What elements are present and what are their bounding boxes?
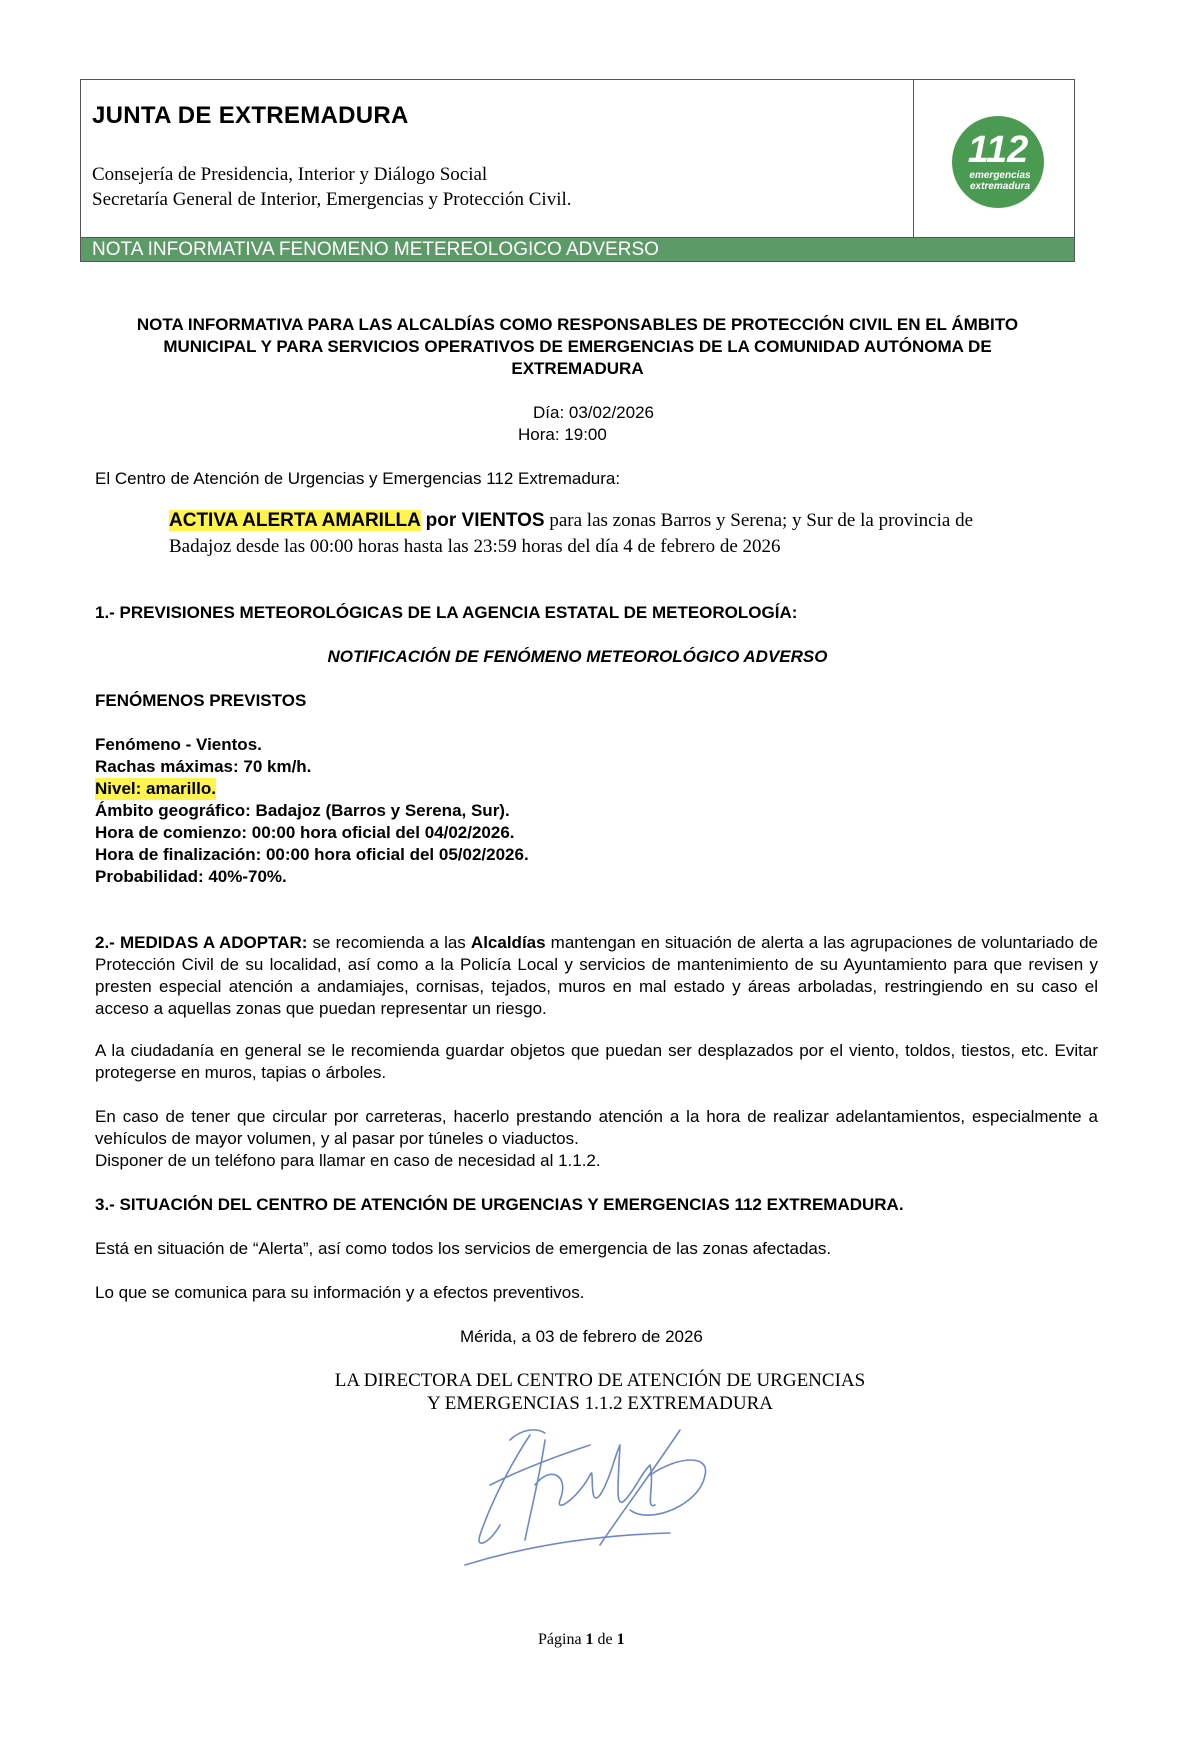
fenomeno-item: Fenómeno - Vientos.: [95, 735, 262, 754]
ambito-item: Ámbito geográfico: Badajoz (Barros y Serena, Sur).: [95, 801, 510, 820]
alert-rest-1: para las zonas Barros y Serena; y Sur de la provincia de: [544, 510, 974, 531]
alert-line-2: Badajoz desde las 00:00 horas hasta las 23:59 horas del día 4 de febrero de 2026: [169, 536, 781, 557]
secretariat-line: Secretaría General de Interior, Emergencias y Protección Civil.: [92, 189, 572, 210]
signature-stroke-4: [535, 1445, 655, 1506]
section2-part-2: mantengan en situación de alerta a las agrupaciones de voluntariado de Protección Civil de su localidad, así como a la Policía Local y servicios de mantenimiento de su Ayuntamiento para que revisen y presten especial atención a andamiajes, cornisas, tejados, muros en mal estado y áreas arboladas, restringiendo en su caso el acceso a aquellas zonas que puedan representar un riesgo.: [95, 933, 1098, 1018]
rachas-item: Rachas máximas: 70 km/h.: [95, 757, 312, 776]
section3-paragraph-2: Lo que se comunica para su información y a efectos preventivos.: [95, 1283, 585, 1302]
alert-line-1: [169, 509, 973, 533]
section2-alcaldias: Alcaldías: [470, 933, 546, 952]
title-line-2: MUNICIPAL Y PARA SERVICIOS OPERATIVOS DE EMERGENCIAS DE LA COMUNIDAD AUTÓNOMA DE: [163, 337, 992, 356]
alert-activa: ACTIVA ALERTA AMARILLA: [169, 510, 421, 531]
signature-stroke-6: [600, 1430, 680, 1545]
letterhead-logo-cell: [914, 80, 1074, 237]
logo-sub-extremadura: extremadura: [969, 181, 1031, 192]
alert-por: por VIENTOS: [425, 510, 545, 531]
section2-part-1: se recomienda a las: [307, 933, 471, 952]
probabilidad-item: Probabilidad: 40%-70%.: [95, 867, 287, 886]
section3-heading: 3.- SITUACIÓN DEL CENTRO DE ATENCIÓN DE URGENCIAS Y EMERGENCIAS 112 EXTREMADURA.: [95, 1195, 904, 1214]
intro-text: El Centro de Atención de Urgencias y Emergencias 112 Extremadura:: [95, 469, 621, 488]
fenomenos-title: FENÓMENOS PREVISTOS: [95, 691, 307, 710]
footer-de: de: [597, 1631, 613, 1648]
logo-sub-emergencias: emergencias: [969, 170, 1031, 181]
handwritten-signature: [450, 1415, 730, 1575]
signature-underline: [465, 1533, 670, 1565]
title-line-3: EXTREMADURA: [511, 359, 644, 378]
emergencias-112-logo: [952, 116, 1044, 208]
date-hora: Hora: 19:00: [518, 425, 607, 444]
hora-finalizacion-item: Hora de finalización: 00:00 hora oficial del 05/02/2026.: [95, 845, 529, 864]
hora-comienzo-item: Hora de comienzo: 00:00 hora oficial del 04/02/2026.: [95, 823, 515, 842]
section2-paragraph-1: [95, 932, 1098, 1020]
section3-paragraph-1: Está en situación de “Alerta”, así como todos los servicios de emergencia de las zonas afectadas.: [95, 1239, 832, 1258]
date-dia: Día: 03/02/2026: [533, 403, 654, 422]
department-line: Consejería de Presidencia, Interior y Diálogo Social: [92, 164, 488, 185]
letterhead-text-cell: [81, 80, 914, 237]
section2-lead: 2.- MEDIDAS A ADOPTAR:: [95, 933, 308, 952]
footer-page-total: 1: [616, 1631, 625, 1648]
page-footer: [538, 1629, 625, 1651]
nivel-item: Nivel: amarillo.: [95, 779, 216, 798]
place-date: Mérida, a 03 de febrero de 2026: [460, 1327, 703, 1346]
section1-subheading: NOTIFICACIÓN DE FENÓMENO METEOROLÓGICO ADVERSO: [327, 647, 828, 666]
signer-line-1: LA DIRECTORA DEL CENTRO DE ATENCIÓN DE URGENCIAS: [334, 1370, 866, 1391]
logo-number: 112: [967, 129, 1029, 171]
letterhead: [80, 79, 1075, 262]
banner-title: NOTA INFORMATIVA FENOMENO METEREOLOGICO ADVERSO: [81, 237, 1074, 261]
signature-stroke-3: [525, 1440, 545, 1540]
footer-page-number: 1: [585, 1631, 594, 1648]
signer-line-2: Y EMERGENCIAS 1.1.2 EXTREMADURA: [426, 1393, 774, 1414]
section2-paragraph-2: A la ciudadanía en general se le recomienda guardar objetos que puedan ser desplazados por el viento, toldos, tiestos, etc. Evitar protegerse en muros, tapias o árboles.: [95, 1041, 1098, 1082]
organization-name: JUNTA DE EXTREMADURA: [92, 102, 409, 129]
section2-paragraph-4: Disponer de un teléfono para llamar en caso de necesidad al 1.1.2.: [95, 1151, 601, 1170]
section2-paragraph-3: En caso de tener que circular por carreteras, hacerlo prestando atención a la hora de realizar adelantamientos, especialmente a vehículos de mayor volumen, y al pasar por túneles o viaductos.: [95, 1107, 1098, 1148]
footer-pagina: Página: [538, 1631, 582, 1648]
signature-stroke-5: [630, 1460, 706, 1515]
title-line-1: NOTA INFORMATIVA PARA LAS ALCALDÍAS COMO RESPONSABLES DE PROTECCIÓN CIVIL EN EL ÁMBITO: [136, 315, 1019, 334]
section1-heading: 1.- PREVISIONES METEOROLÓGICAS DE LA AGENCIA ESTATAL DE METEOROLOGÍA:: [95, 603, 798, 622]
signature-stroke-1: [479, 1435, 530, 1543]
